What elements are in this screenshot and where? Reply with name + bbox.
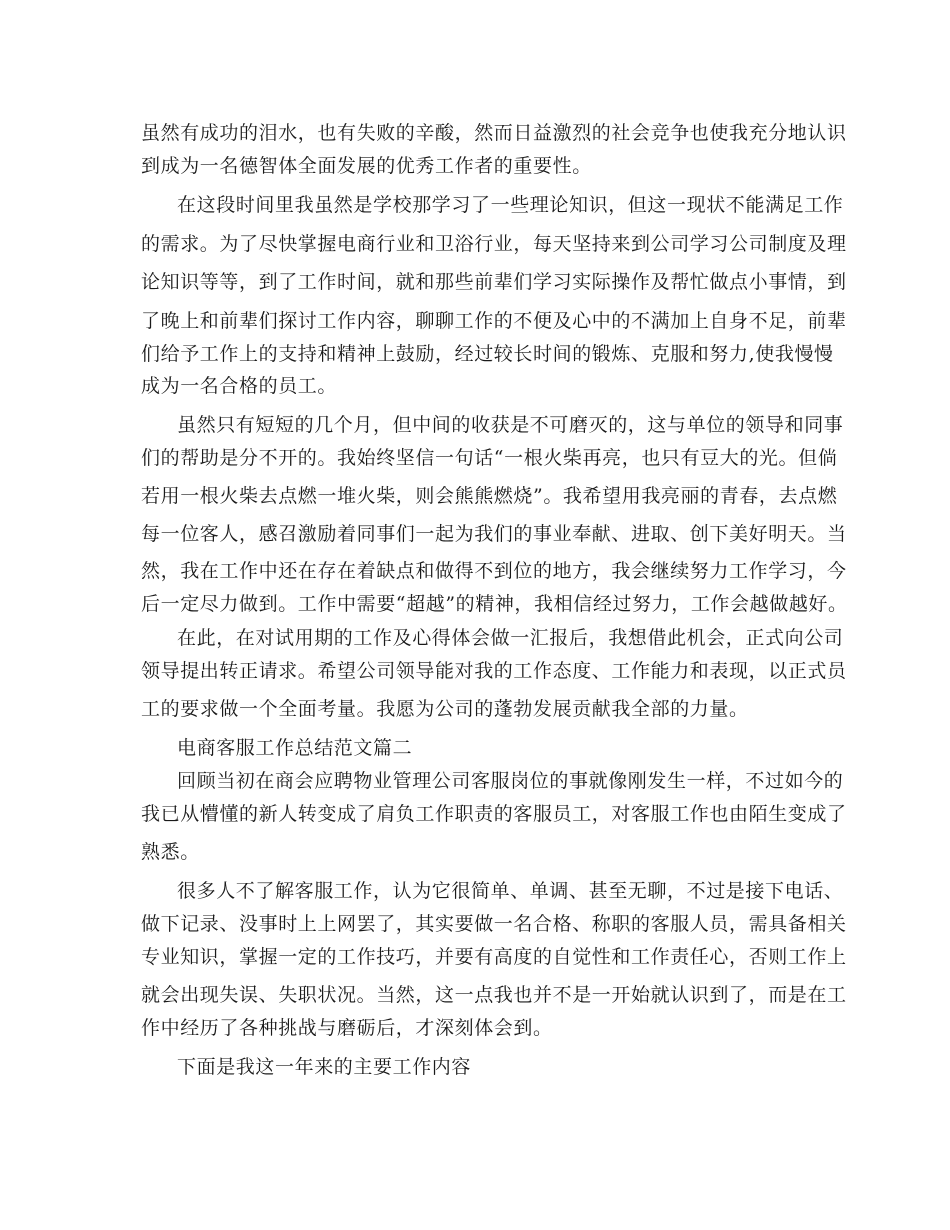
paragraph-first-line: 在这段时间里我虽然是学校那学习了一些理论知识，但这一现状不能满足工作: [177, 194, 844, 216]
text-line: 就会出现失误、失职状况。当然，这一点我也并不是一开始就认识到了，而是在工: [141, 984, 847, 1006]
text-line: 熟悉。: [141, 841, 200, 863]
text-line: 若用一根火柴去点燃一堆火柴，则会熊熊燃烧”。我希望用我亮丽的青春，去点燃: [141, 485, 838, 507]
text-line: 的需求。为了尽快掌握电商行业和卫浴行业，每天坚持来到公司学习公司制度及理: [141, 233, 847, 255]
text-line: 后一定尽力做到。工作中需要“超越”的精神，我相信经过努力，工作会越做越好。: [141, 593, 848, 615]
paragraph-first-line: 很多人不了解客服工作，认为它很简单、单调、甚至无聊，不过是接下电话、: [177, 880, 844, 902]
text-line: 作中经历了各种挑战与磨砺后，才深刻体会到。: [141, 1017, 553, 1039]
paragraph-first-line: 虽然只有短短的几个月，但中间的收获是不可磨灭的，这与单位的领导和同事: [177, 414, 844, 436]
text-line: 了晚上和前辈们探讨工作内容，聊聊工作的不便及心中的不满加上自身不足，前辈: [141, 310, 847, 332]
text-line: 我已从懵懂的新人转变成了肩负工作职责的客服员工，对客服工作也由陌生变成了: [141, 803, 847, 825]
text-line: 每一位客人，感召激励着同事们一起为我们的事业奉献、进取、创下美好明天。当: [141, 523, 847, 545]
text-line: 做下记录、没事时上上网罢了，其实要做一名合格、称职的客服人员，需具备相关: [141, 913, 847, 935]
paragraph-first-line: 回顾当初在商会应聘物业管理公司客服岗位的事就像刚发生一样，不过如今的: [177, 770, 844, 792]
text-line: 工的要求做一个全面考量。我愿为公司的蓬勃发展贡献我全部的力量。: [141, 698, 749, 720]
text-line: 然，我在工作中还在存在着缺点和做得不到位的地方，我会继续努力工作学习，今: [141, 560, 847, 582]
text-line: 专业知识，掌握一定的工作技巧，并要有高度的自觉性和工作责任心，否则工作上: [141, 946, 847, 968]
paragraph-first-line: 下面是我这一年来的主要工作内容: [177, 1056, 472, 1078]
text-line: 虽然有成功的泪水，也有失败的辛酸，然而日益激烈的社会竞争也使我充分地认识: [141, 122, 847, 144]
text-line: 成为一名合格的员工。: [141, 375, 338, 397]
text-line: 们给予工作上的支持和精神上鼓励，经过较长时间的锻炼、克服和努力,使我慢慢: [141, 343, 834, 365]
text-line: 领导提出转正请求。希望公司领导能对我的工作态度、工作能力和表现，以正式员: [141, 660, 847, 682]
text-line: 到成为一名德智体全面发展的优秀工作者的重要性。: [141, 155, 592, 177]
paragraph-first-line: 在此，在对试用期的工作及心得体会做一汇报后，我想借此机会，正式向公司: [177, 627, 844, 649]
text-line: 论知识等等，到了工作时间，就和那些前辈们学习实际操作及帮忙做点小事情，到: [141, 271, 847, 293]
section-heading: 电商客服工作总结范文篇二: [177, 737, 413, 759]
text-line: 们的帮助是分不开的。我始终坚信一句话“一根火柴再亮，也只有豆大的光。但倘: [141, 447, 838, 469]
